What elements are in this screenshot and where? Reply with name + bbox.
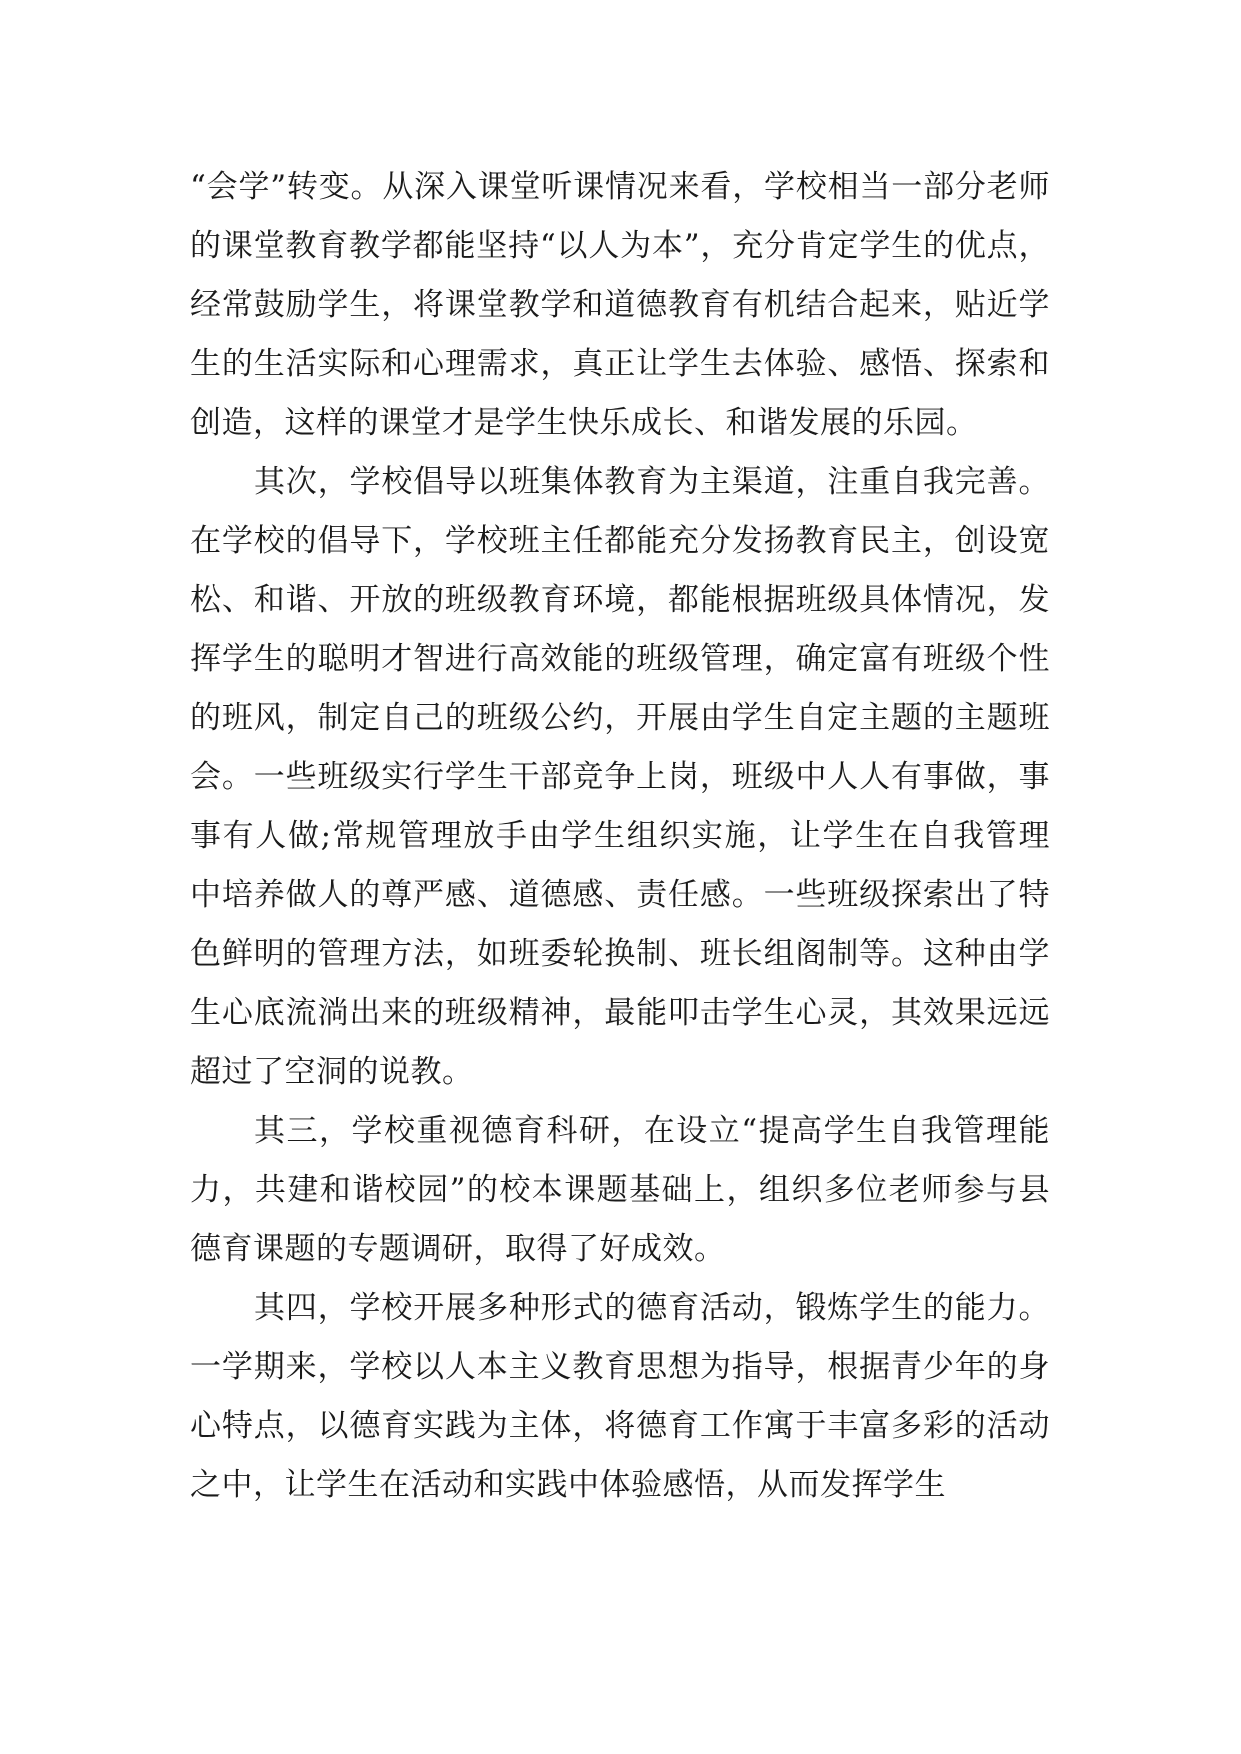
paragraph-class-collective-education: 其次，学校倡导以班集体教育为主渠道，注重自我完善。在学校的倡导下，学校班主任都能充分发扬教育民主，创设宽松、和谐、开放的班级教育环境，都能根据班级具体情况，发挥学生的聪明才智进行高效能的班级管理，确定富有班级个性的班风，制定自己的班级公约，开展由学生自定主题的主题班会。一些班级实行学生干部竞争上岗，班级中人人有事做，事事有人做;常规管理放手由学生组织实施，让学生在自我管理中培养做人的尊严感、道德感、责任感。一些班级探索出了特色鲜明的管理方法，如班委轮换制、班长组阁制等。这种由学生心底流淌出来的班级精神，最能叩击学生心灵，其效果远远超过了空洞的说教。	[190, 464, 1050, 1090]
paragraph-intro-continuation: “会学”转变。从深入课堂听课情况来看，学校相当一部分老师的课堂教育教学都能坚持“以人为本”，充分肯定学生的优点，经常鼓励学生，将课堂教学和道德教育有机结合起来，贴近学生的生活实际和心理需求，真正让学生去体验、感悟、探索和创造，这样的课堂才是学生快乐成长、和谐发展的乐园。	[190, 169, 1050, 441]
paragraph-moral-activities: 其四，学校开展多种形式的德育活动，锻炼学生的能力。一学期来，学校以人本主义教育思想为指导，根据青少年的身心特点，以德育实践为主体，将德育工作寓于丰富多彩的活动之中，让学生在活动和实践中体验感悟，从而发挥学生	[190, 1290, 1050, 1503]
paragraph-moral-research: 其三，学校重视德育科研，在设立“提高学生自我管理能力，共建和谐校园”的校本课题基础上，组织多位老师参与县德育课题的专题调研，取得了好成效。	[190, 1113, 1050, 1267]
document-body	[190, 158, 1050, 1515]
